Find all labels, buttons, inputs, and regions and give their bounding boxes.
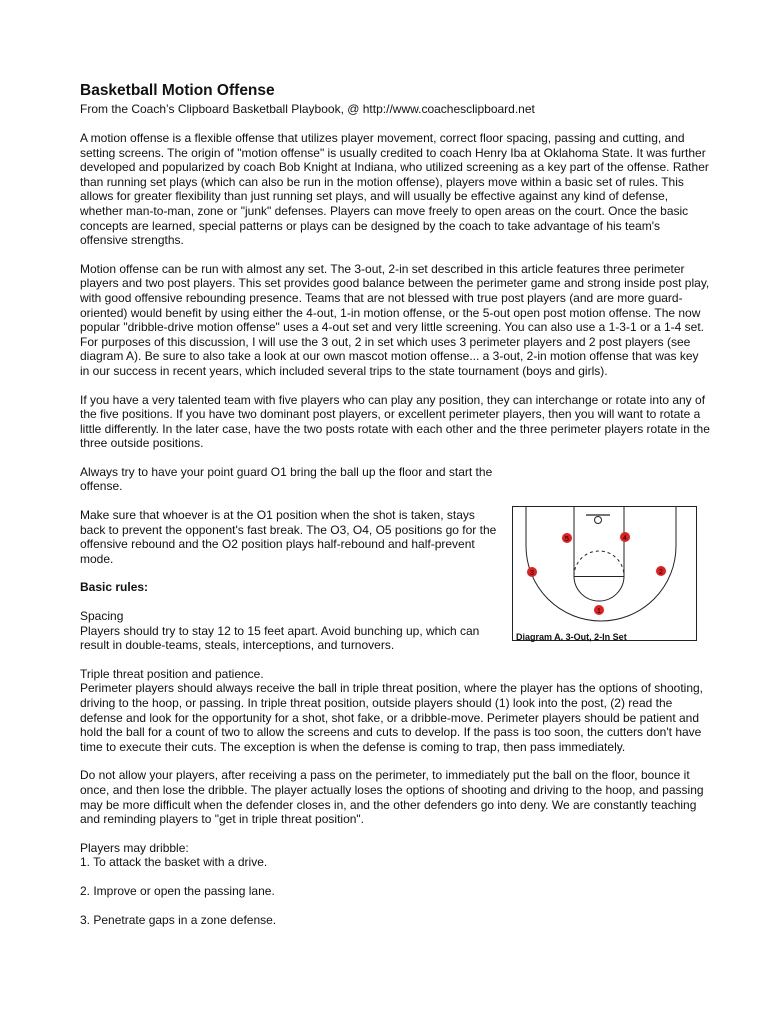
- court-svg: [512, 506, 697, 646]
- triple-threat-text: Perimeter players should always receive the ball in triple threat position, where the player has the options of shooting, driving to the hoop, or passing. In triple threat position, outside players should (1) look into the post, (2) read the defense and look for the opportunity for a shot, shot fake, or a dribble-move. Perimeter players should be patient and hold the ball for a count of two to allow the screens and cuts to develop. If the pass is too soon, the cutters don't have time to execute their cuts. The exception is when the defense is coming to trap, then pass immediately.: [80, 681, 704, 754]
- triple-threat-heading: Triple threat position and patience.: [80, 666, 264, 681]
- player-5: [562, 533, 572, 543]
- spacing-heading: Spacing: [80, 609, 124, 624]
- player-4: [620, 532, 630, 542]
- spacing-section: [80, 609, 500, 653]
- basic-rules-heading: Basic rules:: [80, 580, 149, 595]
- document-subtitle: From the Coach’s Clipboard Basketball Playbook, @ http://www.coachesclipboard.net: [80, 102, 535, 116]
- dribble-list-first: [80, 841, 710, 870]
- dribble-heading: Players may dribble:: [80, 840, 189, 855]
- diagram-court: [512, 506, 697, 672]
- spacing-text: Players should try to stay 12 to 15 feet apart. Avoid bunching up, which can result in double-teams, steals, interceptions, and turnovers.: [80, 623, 480, 653]
- paragraph-intro: A motion offense is a flexible offense that utilizes player movement, correct floor spacing, passing and cutting, and setting screens. The origin of "motion offense" is usually credited to coach Henry Iba at Oklahoma State. It was further developed and popularized by coach Bob Knight at Indiana, who utilized screening as a key part of the offense. Rather than running set plays (which can also be run in the motion offense), players move within a basic set of rules. This allows for greater flexibility than just running set plays, and will usually be effective against any kind of defense, whether man-to-man, zone or "junk" defenses. Players can move freely to open areas on the court. Once the basic concepts are learned, special patterns or plays can be designed by the coach to take advantage of his team's offensive strengths.: [80, 131, 709, 248]
- player-3: [527, 567, 537, 577]
- svg-text:5: 5: [565, 536, 569, 543]
- paragraph-sets: Motion offense can be run with almost any set. The 3-out, 2-in set described in this article features three perimeter players and two post players. This set provides good balance between the perimeter game and strong inside post play, with good offensive rebounding presence. Teams that are not blessed with true post players (and are more guard-oriented) would benefit by using either the 4-out, 1-in motion offense, or the 5-out open post motion offense. The now popular "dribble-drive motion offense" uses a 4-out set and very little screening. You can also use a 1-3-1 or a 1-4 set. For purposes of this discussion, I will use the 3 out, 2 in set which uses 3 perimeter players and 2 post players (see diagram A). Be sure to also take a look at our own mascot motion offense... a 3-out, 2-in motion offense that was key in our success in recent years, which included several trips to the state tournament (boys and girls).: [80, 261, 710, 378]
- document-title: Basketball Motion Offense: [80, 82, 275, 99]
- document-page: [80, 82, 710, 941]
- dribble-item-1: 1. To attack the basket with a drive.: [80, 855, 268, 870]
- paragraph-point-guard: Always try to have your point guard O1 bring the ball up the floor and start the offense.: [80, 464, 493, 494]
- paragraph-rotation: If you have a very talented team with five players who can play any position, they can interchange or rotate into any of the five positions. If you have two dominant post players, or excellent perimeter players, then you will want to rotate a little differently. In the later case, have the two posts rotate with each other and the three perimeter players rotate in the three outside positions.: [80, 392, 710, 451]
- player-1: [594, 605, 604, 615]
- dribble-item-3: 3. Penetrate gaps in a zone defense.: [80, 912, 277, 927]
- svg-text:1: 1: [597, 608, 601, 615]
- paragraph-dribble: Do not allow your players, after receiving a pass on the perimeter, to immediately put the ball on the floor, bounce it once, and then lose the dribble. The player actually loses the options of shooting and driving to the hoop, and passing may be more difficult when the defender closes in, and the other defenders go into deny. We are constantly teaching and reminding players to "get in triple threat position".: [80, 768, 704, 827]
- player-2: [656, 566, 666, 576]
- svg-text:4: 4: [623, 535, 627, 542]
- diagram-caption: Diagram A. 3-Out, 2-In Set: [516, 632, 627, 642]
- dribble-item-2: 2. Improve or open the passing lane.: [80, 883, 275, 898]
- triple-threat-section: [80, 667, 710, 755]
- svg-text:3: 3: [530, 570, 534, 577]
- svg-text:2: 2: [659, 569, 663, 576]
- paragraph-fast-break: Make sure that whoever is at the O1 position when the shot is taken, stays back to prevent the opponent's fast break. The O3, O4, O5 positions go for the offensive rebound and the O2 position plays half-rebound and half-prevent mode.: [80, 508, 497, 566]
